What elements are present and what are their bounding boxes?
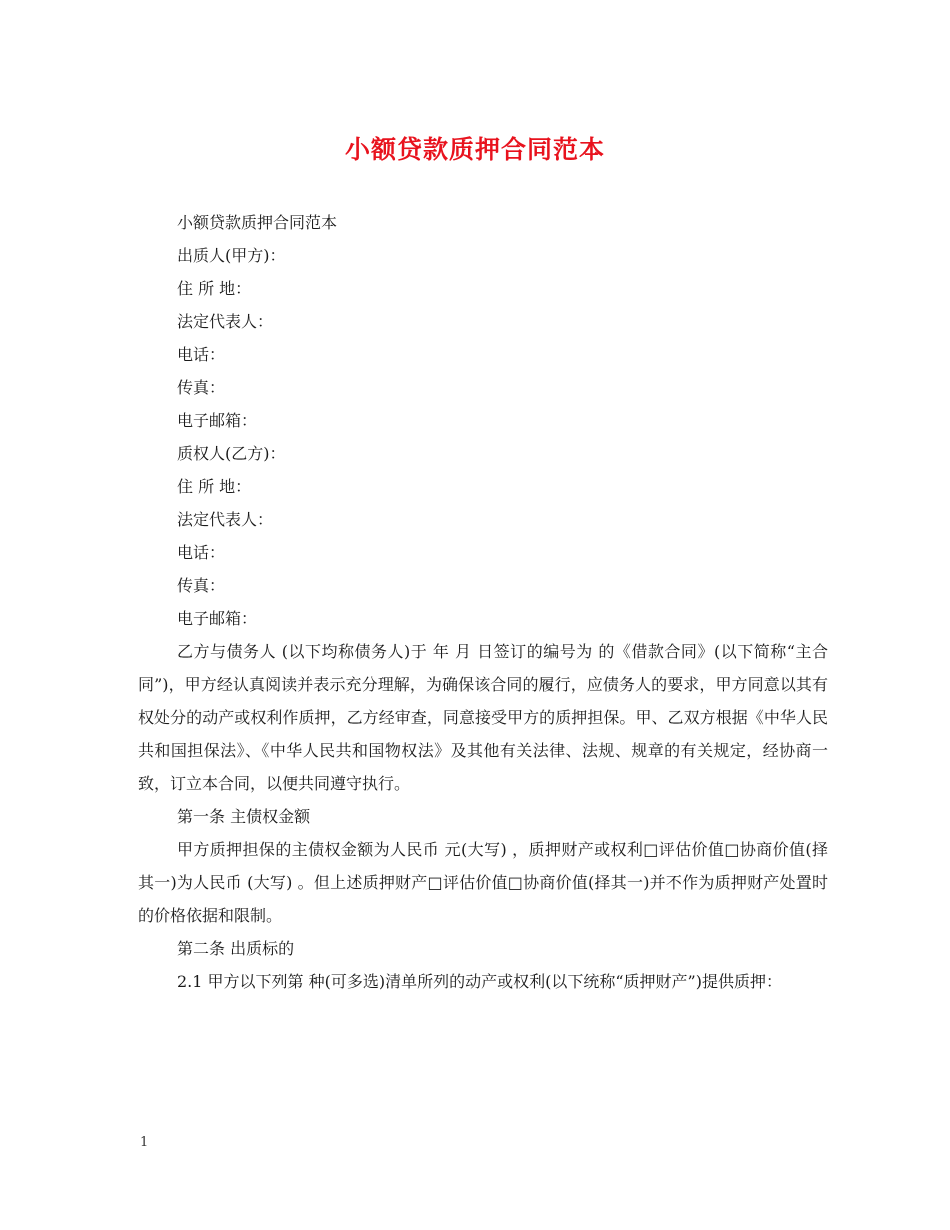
article-1-heading: 第一条 主债权金额 <box>177 807 311 826</box>
party-a-fax: 传真： <box>177 378 226 397</box>
party-b-phone: 电话： <box>177 543 226 562</box>
page-number: 1 <box>140 1135 149 1150</box>
document-body <box>138 206 828 998</box>
party-a-phone: 电话： <box>177 345 226 364</box>
party-b-label: 质权人(乙方)： <box>177 444 286 463</box>
party-b-address: 住 所 地： <box>177 477 252 496</box>
article-1-body: 甲方质押担保的主债权金额为人民币 元(大写) ，质押财产或权利□评估价值□协商价值(择其一)为人民币 (大写) 。但上述质押财产□评估价值□协商价值(择其一)并不作为质押财产处置时的价格依据和限制。 <box>138 840 828 925</box>
article-2-1-clause: 2.1 甲方以下列第 种(可多选)清单所列的动产或权利(以下统称“质押财产”)提供质押： <box>177 972 782 991</box>
party-b-email: 电子邮箱： <box>177 609 258 628</box>
document-title: 小额贷款质押合同范本 <box>344 135 605 164</box>
party-a-legal-rep: 法定代表人： <box>177 312 274 331</box>
article-2-heading: 第二条 出质标的 <box>177 939 295 958</box>
subtitle: 小额贷款质押合同范本 <box>177 213 338 232</box>
party-b-legal-rep: 法定代表人： <box>177 510 274 529</box>
party-a-email: 电子邮箱： <box>177 411 258 430</box>
party-a-address: 住 所 地： <box>177 279 252 298</box>
party-a-label: 出质人(甲方)： <box>177 246 286 265</box>
preamble-paragraph: 乙方与债务人 (以下均称债务人)于 年 月 日签订的编号为 的《借款合同》(以下简称“主合同”)，甲方经认真阅读并表示充分理解，为确保该合同的履行，应债务人的要求，甲方同意以其有权处分的动产或权利作质押，乙方经审查，同意接受甲方的质押担保。甲、乙双方根据《中华人民共和国担保法》、《中华人民共和国物权法》及其他有关法律、法规、规章的有关规定，经协商一致，订立本合同，以便共同遵守执行。 <box>138 642 828 793</box>
party-b-fax: 传真： <box>177 576 226 595</box>
